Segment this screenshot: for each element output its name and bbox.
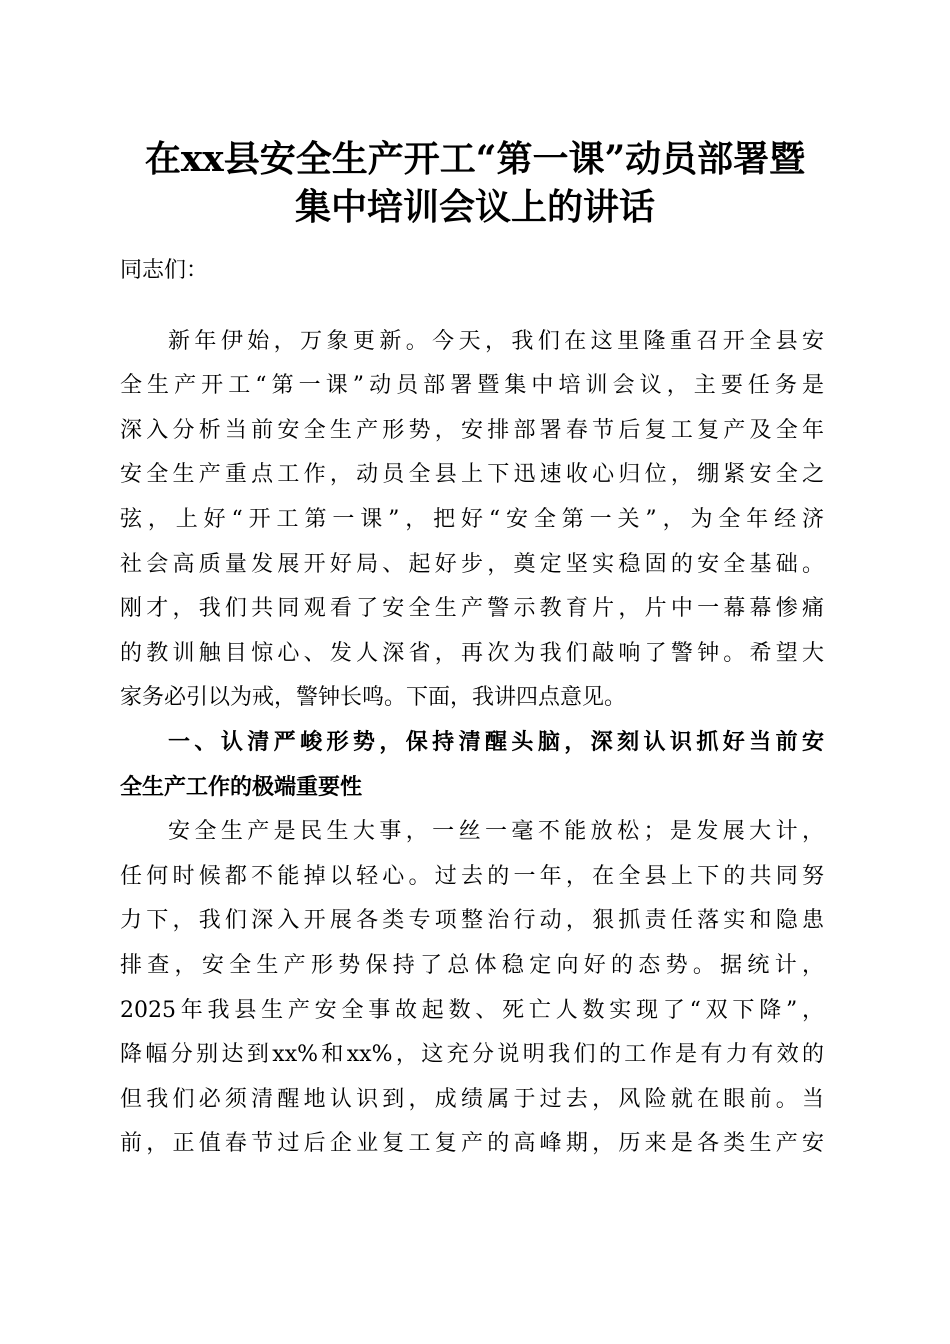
paragraph-line: 排查，安全生产形势保持了总体稳定向好的态势。据统计， (120, 953, 824, 978)
paragraph-line: 任何时候都不能掉以轻心。过去的一年，在全县上下的共同努 (120, 864, 824, 889)
paragraph-line: 前，正值春节过后企业复工复产的高峰期，历来是各类生产安 (120, 1131, 824, 1156)
document-title-line-2: 集中培训会议上的讲话 (294, 186, 655, 228)
document-title-line-1: 在xx县安全生产开工“第一课”动员部署暨 (144, 138, 806, 180)
paragraph-line: 力下，我们深入开展各类专项整治行动，狠抓责任落实和隐患 (120, 908, 824, 933)
paragraph-line: 家务必引以为戒，警钟长鸣。下面，我讲四点意见。 (120, 685, 627, 710)
paragraph-line: 安全生产重点工作，动员全县上下迅速收心归位，绷紧安全之 (120, 462, 824, 487)
paragraph-line: 社会高质量发展开好局、起好步，奠定坚实稳固的安全基础。 (120, 552, 824, 577)
paragraph-line: 弦，上好“开工第一课”，把好“安全第一关”，为全年经济 (120, 507, 824, 532)
paragraph-line: 但我们必须清醒地认识到，成绩属于过去，风险就在眼前。当 (120, 1087, 824, 1112)
paragraph-line: 刚才，我们共同观看了安全生产警示教育片，片中一幕幕惨痛 (120, 596, 824, 621)
paragraph-line: 深入分析当前安全生产形势，安排部署春节后复工复产及全年 (120, 418, 824, 443)
paragraph-line: 降幅分别达到xx%和xx%，这充分说明我们的工作是有力有效的 (120, 1042, 824, 1067)
paragraph-line: 全生产开工“第一课”动员部署暨集中培训会议，主要任务是 (120, 373, 824, 398)
paragraph-line: 安全生产是民生大事，一丝一毫不能放松；是发展大计， (168, 819, 824, 844)
paragraph-line: 新年伊始，万象更新。今天，我们在这里隆重召开全县安 (168, 329, 824, 354)
salutation: 同志们： (120, 258, 209, 283)
paragraph-line: 2025年我县生产安全事故起数、死亡人数实现了“双下降”， (120, 998, 824, 1023)
paragraph-line: 的教训触目惊心、发人深省，再次为我们敲响了警钟。希望大 (120, 641, 824, 666)
section-heading-line-2: 全生产工作的极端重要性 (120, 775, 363, 800)
section-heading-line-1: 一、认清严峻形势，保持清醒头脑，深刻认识抓好当前安 (168, 730, 824, 755)
